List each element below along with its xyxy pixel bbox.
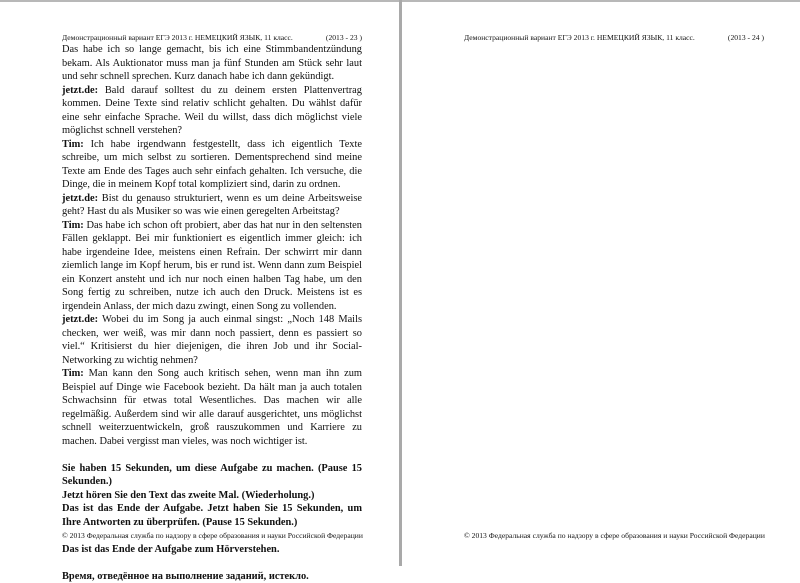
page-24 [402,2,800,566]
paragraph [62,367,362,448]
end-listening-text: Das ist das Ende der Aufgabe zum Hörverstehen. [62,544,279,555]
page-number: (2013 - 23 ) [326,33,362,42]
paragraph-text: Bist du genauso strukturiert, wenn es um deine Arbeitsweise geht? Hast du als Musiker so was wie einen geregelten Arbeitstag? [62,193,362,218]
paragraph [62,219,362,314]
speaker-label: Tim: [62,220,84,231]
end-listening [62,543,362,557]
instruction-text: Das ist das Ende der Aufgabe. Jetzt haben Sie 15 Sekunden, um Ihre Antworten zu überprüfen. (Pause 15 Sekunden.) [62,503,362,528]
page-header [464,33,764,42]
time-up-text: Время, отведённое на выполнение заданий, истекло. [62,571,309,582]
header-title: Демонстрационный вариант ЕГЭ 2013 г. НЕМЕЦКИЙ ЯЗЫК, 11 класс. [62,33,293,42]
page-footer: © 2013 Федеральная служба по надзору в сфере образования и науки Российской Федерации [62,531,363,540]
instruction [62,502,362,529]
paragraph-text: Das habe ich so lange gemacht, bis ich eine Stimmbandentzündung bekam. Als Auktionator muss man ja fünf Stunden am Stück sehr laut und sehr schnell sprechen. Kurz danach habe ich dann gekündigt. [62,44,362,82]
paragraph-text: Das habe ich schon oft probiert, aber das hat nur in den seltensten Fällen geklappt. Bei mir funktioniert es eigentlich immer gleich: ich habe irgendeine Idee, meistens einen Refrain. Der schwirrt mir dann ziemlich lange im Kopf herum, bis er rund ist. Wenn dann zum Beispiel ein Konzert ansteht und ich nur noch einen halben Tag habe, um den Song fertig zu schreiben, nutze ich auch den Druck. Meistens ist es irgendein Anlass, der mich dazu zwingt, einen Song zu vollenden. [62,220,362,312]
paragraph [62,138,362,192]
speaker-label: jetzt.de: [62,314,98,325]
paragraph [62,43,362,84]
header-title: Демонстрационный вариант ЕГЭ 2013 г. НЕМЕЦКИЙ ЯЗЫК, 11 класс. [464,33,695,42]
instruction-text: Jetzt hören Sie den Text das zweite Mal. (Wiederholung.) [62,490,314,501]
page-footer: © 2013 Федеральная служба по надзору в сфере образования и науки Российской Федерации [464,531,765,540]
page-header [62,33,362,42]
speaker-label: jetzt.de: [62,193,98,204]
paragraph-text: Bald darauf solltest du zu deinem ersten Plattenvertrag kommen. Deine Texte sind relativ schlicht gehalten. Du wählst dafür eine sehr einfache Sprache. Weil du willst, dass dich möglichst viele möglichst schnell verstehen? [62,85,362,137]
page-body [62,43,362,583]
speaker-label: Tim: [62,139,84,150]
instruction [62,462,362,489]
instruction [62,489,362,503]
instruction-text: Sie haben 15 Sekunden, um diese Aufgabe zu machen. (Pause 15 Sekunden.) [62,463,362,488]
speaker-label: jetzt.de: [62,85,98,96]
paragraph-text: Ich habe irgendwann festgestellt, dass ich eigentlich Texte schreibe, um mich selbst zu sortieren. Dementsprechend sind meine Texte am Ende des Tages auch sehr einfach gehalten. Ich versuche, die Dinge, die in meinem Kopf total kompliziert sind, darin zu ordnen. [62,139,362,191]
speaker-label: Tim: [62,368,84,379]
paragraph [62,313,362,367]
paragraph-text: Wobei du im Song ja auch einmal singst: „Noch 148 Mails checken, wer weiß, was mir dann noch passiert, denn es passiert so viel.“ Kritisierst du hier diejenigen, die ihren Job und ihr Social-Networking zu wichtig nehmen? [62,314,362,366]
paragraph-text: Man kann den Song auch kritisch sehen, wenn man ihn zum Beispiel auf Dinge wie Facebook bezieht. Da hält man ja auch totalen Schwachsinn für etwas total Wesentliches. Das machen wir alle regelmäßig. Außerdem sind wir alle darauf ausgerichtet, uns möglichst schnell weiterzuentwickeln, groß rauszukommen und Karriere zu machen. Dabei vergisst man vieles, was noch wichtiger ist. [62,368,362,447]
page-number: (2013 - 24 ) [728,33,764,42]
time-up [62,570,362,583]
page-23 [0,2,398,566]
paragraph [62,192,362,219]
paragraph [62,84,362,138]
